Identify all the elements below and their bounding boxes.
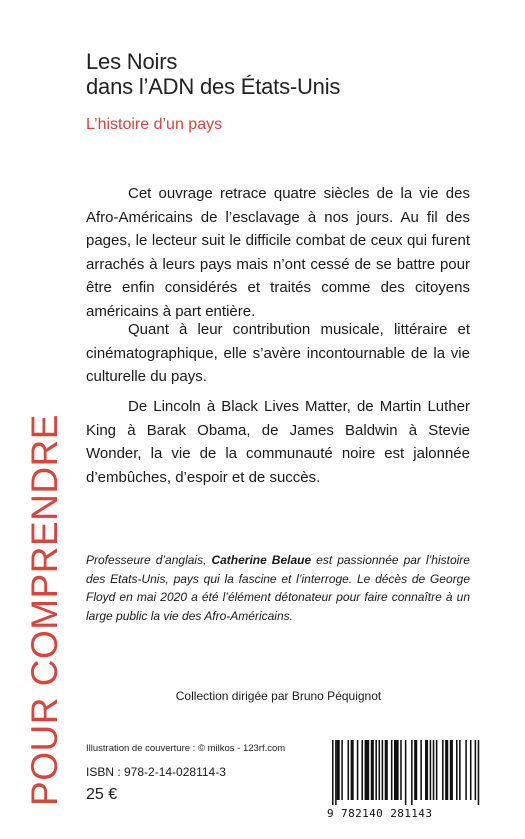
barcode-bar: [433, 740, 435, 800]
barcode-bar: [379, 740, 381, 800]
author-bio-lead: Professeure d’anglais,: [86, 553, 212, 567]
barcode-digits: 9 782140 281143: [327, 807, 433, 820]
barcode-bar: [335, 740, 337, 805]
barcode-image: [330, 740, 480, 805]
barcode-bar: [337, 740, 340, 800]
author-bio-rest: est passionnée par l’histoire des Etats-Unis, pays qui la fascine et l’interroge. Le décès de George Floyd en mai 2020 a été l’élément détonateur pour faire connaître à un large public la vie des Afro-Américains.: [86, 553, 470, 624]
barcode-bar: [357, 740, 359, 800]
barcode-bar: [436, 740, 438, 800]
barcode-bar: [385, 740, 388, 800]
barcode-bar: [442, 740, 444, 800]
barcode-bar: [414, 740, 417, 800]
barcode-bar: [470, 740, 472, 800]
book-title-line-1: Les Noirs: [86, 49, 178, 74]
collection-editor: Collection dirigée par Bruno Péquignot: [175, 689, 382, 703]
barcode-bar: [382, 740, 384, 800]
summary-paragraph-1: Cet ouvrage retrace quatre siècles de la vie des Afro-Américains de l’esclavage à nos jours. Au fil des pages, le lecteur suit le difficile combat de ceux qui furent arrachés à leurs pays mais n’ont cessé de se battre pour être enfin considérés et traités comme des citoyens américains à part entière.: [86, 185, 470, 320]
barcode-bar: [332, 740, 334, 805]
barcode-bar: [465, 740, 467, 800]
barcode-bar: [456, 740, 458, 800]
barcode-bar: [348, 740, 350, 800]
barcode-bar: [375, 740, 377, 800]
barcode-bar: [361, 740, 363, 800]
summary-paragraph-3: De Lincoln à Black Lives Matter, de Martin Luther King à Barak Obama, de James Baldwin à Stevie Wonder, la vie de la communauté noire est jalonnée d’embûches, d’espoir et de succès.: [86, 398, 470, 486]
series-label-container: [20, 397, 70, 823]
barcode-bar: [450, 740, 453, 800]
barcode-bar: [459, 740, 461, 800]
book-subtitle: L’histoire d’un pays: [86, 116, 223, 133]
barcode-bar: [394, 740, 399, 800]
barcode-bar: [351, 740, 354, 800]
author-name: Catherine Belaue: [211, 553, 312, 567]
book-title-line-2: dans l’ADN des États-Unis: [86, 74, 341, 99]
barcode-bar: [425, 740, 428, 800]
cover-credit: Illustration de couverture : © milkos - 123rf.com: [86, 743, 286, 754]
author-bio: [86, 551, 470, 626]
barcode-bar: [365, 740, 370, 800]
summary-paragraph-2: Quant à leur contribution musicale, littéraire et cinématographique, elle s’avère incontournable de la vie culturelle du pays.: [86, 321, 470, 385]
barcode-bar: [445, 740, 448, 800]
barcode-bar: [391, 740, 393, 800]
barcode-bar: [475, 740, 477, 800]
book-title: [86, 49, 340, 99]
barcode-bar: [341, 740, 343, 800]
barcode-bar: [430, 740, 432, 800]
series-label: POUR COMPRENDRE: [24, 414, 66, 806]
barcode-bar: [400, 740, 402, 800]
barcode-bar: [371, 740, 374, 800]
barcode-bar: [420, 740, 422, 800]
barcode-bar: [411, 740, 413, 805]
barcode-bar: [478, 740, 480, 805]
price: 25 €: [86, 786, 118, 803]
isbn: ISBN : 978-2-14-028114-3: [86, 765, 226, 779]
barcode-bar: [405, 740, 407, 805]
